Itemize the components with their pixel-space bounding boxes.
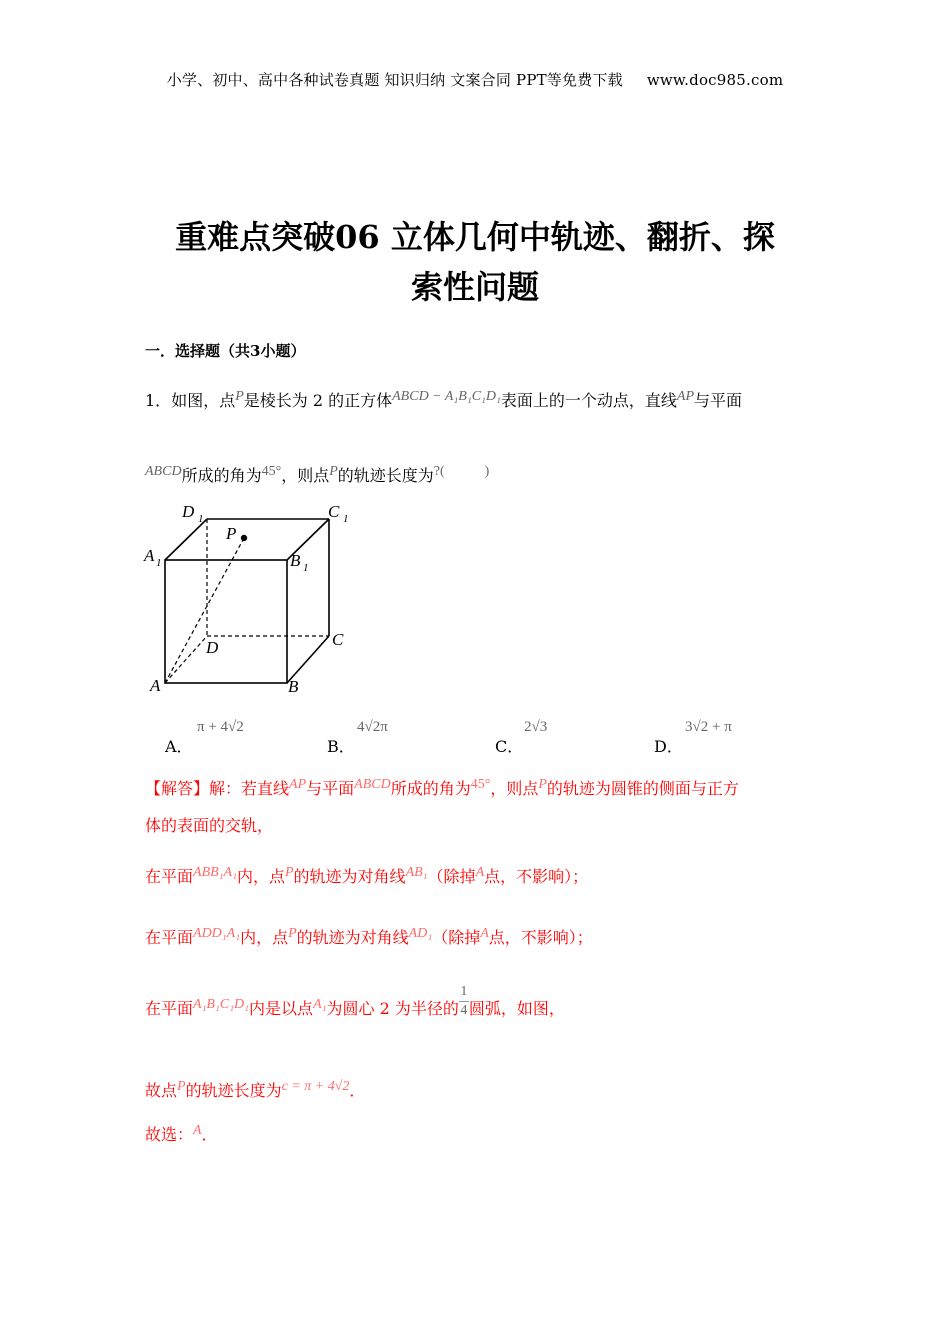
page-title-line1: 重难点突破06 立体几何中轨迹、翻折、探 xyxy=(175,218,775,256)
a-text: （除掉 xyxy=(427,867,476,886)
option-label: D． xyxy=(654,737,683,756)
a-text: 内，点 xyxy=(240,928,289,947)
a-text: 解：若直线 xyxy=(209,779,290,798)
a-text: 在平面 xyxy=(145,928,194,947)
q-text: 所成的角为 xyxy=(181,466,262,485)
a-math: AP xyxy=(289,777,307,792)
label-sub: 1 xyxy=(303,562,309,574)
a-math: c = π + 4√2 xyxy=(281,1079,350,1094)
label-d1: D xyxy=(182,502,195,521)
option-c-value: 2√3 xyxy=(524,719,548,735)
option-a[interactable] xyxy=(165,734,193,757)
q-math: ABCD − A₁B₁C₁D₁ xyxy=(392,389,501,404)
answer-line4 xyxy=(145,925,593,948)
a-text: 为圆心 2 为半径的 xyxy=(326,999,459,1018)
a-text: 的轨迹为对角线 xyxy=(293,867,406,886)
a-text: （除掉 xyxy=(432,928,481,947)
page-title-line2: 索性问题 xyxy=(410,268,539,306)
a-text: 在平面 xyxy=(145,867,194,886)
option-b-value: 4√2π xyxy=(357,719,388,735)
answer-line2: 体的表面的交轨， xyxy=(145,816,274,835)
a-math: AD₁ xyxy=(408,926,433,941)
answer-line5 xyxy=(145,984,565,1027)
question-line1 xyxy=(145,388,742,411)
a-math: ABCD xyxy=(354,777,391,792)
q-math: P xyxy=(235,389,244,404)
answer-line7 xyxy=(145,1122,218,1145)
answer-line3 xyxy=(145,864,588,887)
label-p: P xyxy=(226,524,237,543)
a-text: 故点 xyxy=(145,1081,178,1100)
a-math: P xyxy=(538,777,547,792)
header-text: 小学、初中、高中各种试卷真题 知识归纳 文案合同 PPT等免费下载 xyxy=(166,71,623,89)
a-text: 内是以点 xyxy=(249,999,314,1018)
q-text: 的轨迹长度为 xyxy=(337,466,434,485)
a-math: ADD₁A₁ xyxy=(193,926,241,941)
a-math: A xyxy=(480,926,489,941)
hidden-edge-ad xyxy=(165,636,207,683)
q-math: P xyxy=(329,464,338,479)
q-math: 45° xyxy=(261,464,282,479)
option-c[interactable] xyxy=(495,734,523,757)
answer-line6 xyxy=(145,1078,365,1101)
header-site-link[interactable]: www.doc985.com xyxy=(646,71,784,89)
label-sub: 1 xyxy=(198,513,204,525)
a-math: P xyxy=(284,865,294,880)
a-text: 所成的角为 xyxy=(390,779,471,798)
a-text: 点，不影响）； xyxy=(488,928,593,947)
a-math: ABB₁A₁ xyxy=(193,865,237,880)
a-text: 故选： xyxy=(145,1125,194,1144)
a-text: 圆弧，如图， xyxy=(468,999,565,1018)
label-a: A xyxy=(150,676,161,695)
a-math: A₁ xyxy=(313,997,327,1012)
option-b[interactable] xyxy=(327,734,355,757)
a-text: ． xyxy=(201,1125,218,1144)
option-label: B． xyxy=(327,737,355,756)
a-math: P xyxy=(177,1079,186,1094)
a-text: 内，点 xyxy=(236,867,285,886)
page-header xyxy=(0,69,950,90)
frac-den: 4 xyxy=(460,1003,468,1018)
option-d-value: 3√2 + π xyxy=(685,719,732,735)
question-number: 1． xyxy=(145,391,172,410)
cube-figure xyxy=(140,495,370,705)
answer-line1 xyxy=(145,776,739,799)
a-text: 的轨迹为圆锥的侧面与正方 xyxy=(546,779,739,798)
frac-num: 1 xyxy=(460,984,468,999)
a-math: A₁B₁C₁D₁ xyxy=(193,997,250,1012)
option-a-value: π + 4√2 xyxy=(197,719,244,735)
option-label: A． xyxy=(165,737,193,756)
q-text: 与平面 xyxy=(694,391,743,410)
label-sub: 1 xyxy=(343,513,349,525)
cube-front-face xyxy=(165,560,287,683)
label-sub: 1 xyxy=(156,557,162,569)
q-text: ，则点 xyxy=(281,466,330,485)
a-text: ，则点 xyxy=(490,779,539,798)
edge-a1d1 xyxy=(165,519,207,560)
answer-tag: 【解答】 xyxy=(145,779,210,798)
a-text: 在平面 xyxy=(145,999,194,1018)
question-line2 xyxy=(145,463,489,486)
option-label: C． xyxy=(495,737,524,756)
a-text: 与平面 xyxy=(306,779,355,798)
label-d: D xyxy=(206,638,219,657)
q-text: 表面上的一个动点，直线 xyxy=(500,391,677,410)
point-p xyxy=(241,535,247,541)
a-math: AB₁ xyxy=(405,865,428,880)
a-math: P xyxy=(288,926,297,941)
a-math: A xyxy=(475,865,485,880)
label-a1: A xyxy=(144,546,155,565)
q-math: ABCD xyxy=(145,464,182,479)
label-b: B xyxy=(288,677,299,696)
a-text: 点，不影响）； xyxy=(484,867,589,886)
a-math: 45° xyxy=(470,777,491,792)
q-text: ) xyxy=(484,464,490,479)
a-text: ． xyxy=(349,1081,366,1100)
a-text: 的轨迹为对角线 xyxy=(296,928,409,947)
q-text: 是棱长为 2 的正方体 xyxy=(243,391,393,410)
label-c: C xyxy=(332,630,344,649)
edge-bc xyxy=(287,636,329,683)
q-math: AP xyxy=(676,389,695,404)
label-b1: B xyxy=(290,551,301,570)
label-c1: C xyxy=(328,502,340,521)
section-heading: 一．选择题（共3小题） xyxy=(145,342,306,360)
a-text: 的轨迹长度为 xyxy=(185,1081,282,1100)
q-math: ?( xyxy=(433,464,445,479)
q-text: 如图，点 xyxy=(171,391,236,410)
fraction-one-quarter xyxy=(459,984,469,1019)
option-d[interactable] xyxy=(654,734,683,757)
a-math: A xyxy=(193,1123,202,1138)
